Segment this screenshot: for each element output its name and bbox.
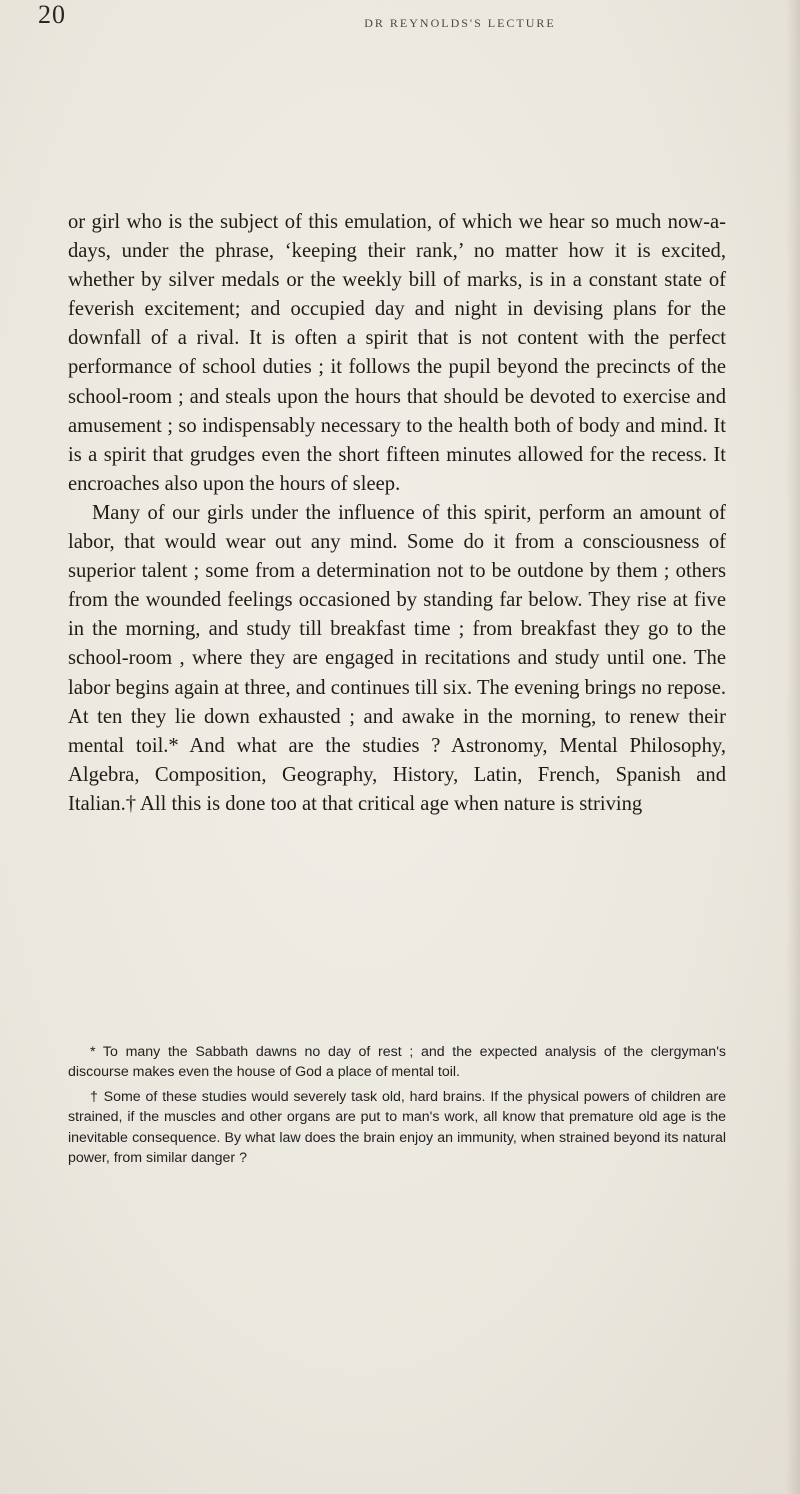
running-head: DR REYNOLDS'S LECTURE [364,16,556,30]
paragraph: or girl who is the subject of this emulation, of which we hear so much now-a-days, under the phrase, ‘keeping their rank,’ no matter how it is excited, whether by silver medals or the weekly bill of marks, is in a constant state of feverish excitement; and occupied day and night in devising plans for the downfall of a rival. It is often a spirit that is not content with the perfect performance of school duties ; it follows the pupil beyond the precincts of the school-room ; and steals upon the hours that should be devoted to exercise and amusement ; so indispensably necessary to the health both of body and mind. It is a spirit that grudges even the short fifteen minutes allowed for the recess. It encroaches also upon the hours of sleep. [68,211,726,495]
footnote: † Some of these studies would severely task old, hard brains. If the physical powers of children are strained, if the muscles and other organs are put to man's work, all know that premature old age is the inevitable consequence. By what law does the brain enjoy an immunity, when strained beyond its natural power, from similar danger ? [68,1088,726,1167]
footnote: * To many the Sabbath dawns no day of rest ; and the expected analysis of the clergyman's discourse makes even the house of God a place of mental toil. [68,1044,726,1081]
main-text [68,208,726,819]
paragraph: Many of our girls under the influence of this spirit, perform an amount of labor, that would wear out any mind. Some do it from a consciousness of superior talent ; some from a determination not to be outdone by them ; others from the wounded feelings occasioned by standing far below. They rise at five in the morning, and study till breakfast time ; from breakfast they go to the school-room , where they are engaged in recitations and study until one. The labor begins again at three, and continues till six. The evening brings no repose. At ten they lie down exhausted ; and awake in the morning, to renew their mental toil.* And what are the studies ? Astronomy, Mental Philosophy, Algebra, Composition, Geography, History, Latin, French, Spanish and Italian.† All this is done too at that critical age when nature is striving [68,501,726,815]
page-number: 20 [38,0,66,29]
footnotes [68,1042,726,1172]
page-edge-shadow [786,0,800,1494]
